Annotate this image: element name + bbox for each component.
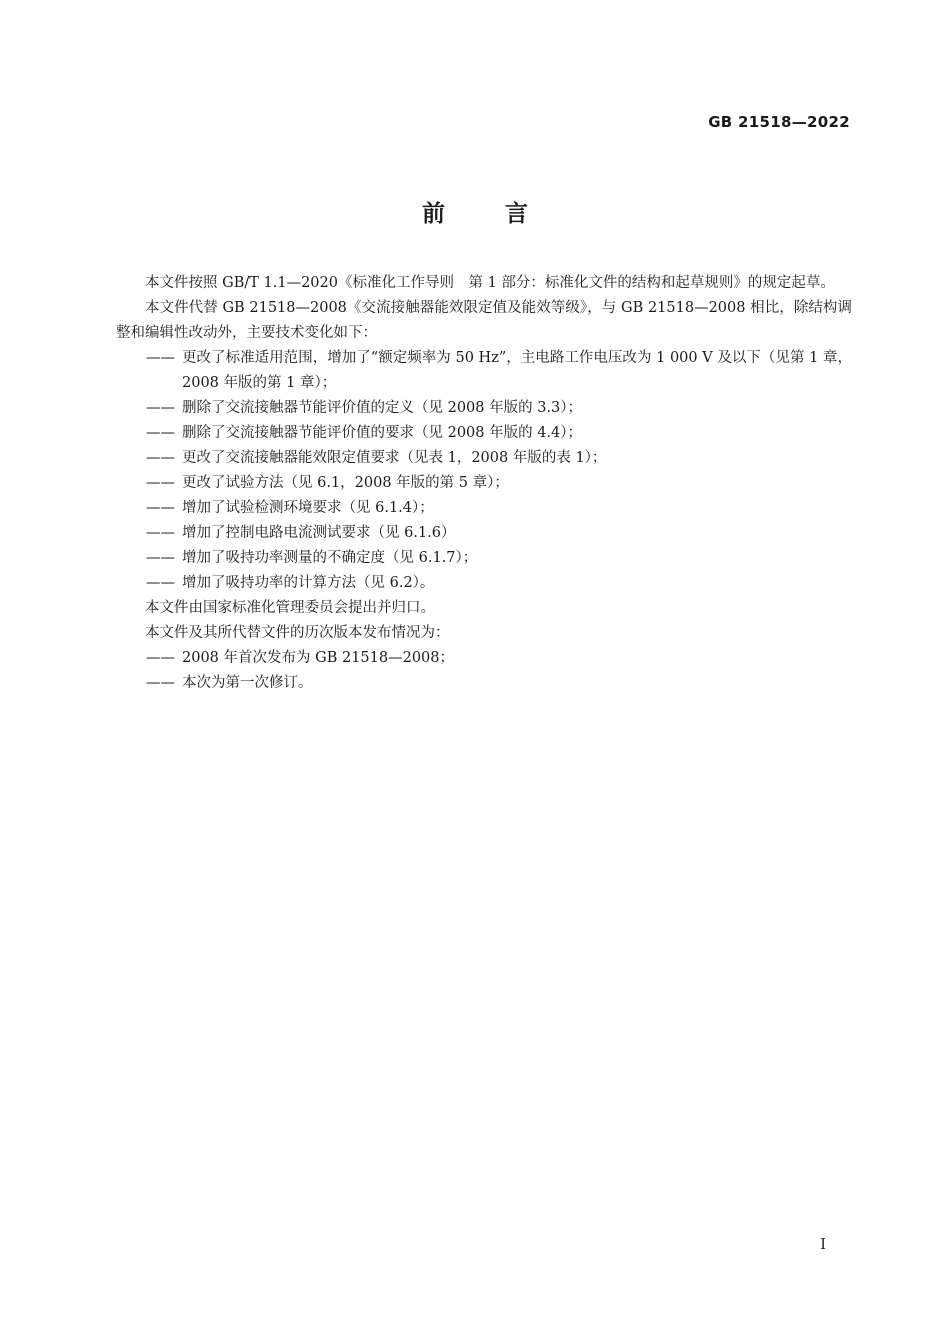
document-body: [116, 271, 852, 696]
list-item-text: 增加了吸持功率的计算方法（见 6.2）。: [182, 575, 435, 591]
dash-marker: ——: [146, 675, 175, 691]
history-list: [116, 646, 852, 696]
list-item: [116, 496, 852, 521]
dash-marker: ——: [146, 475, 175, 491]
list-item-text: 增加了吸持功率测量的不确定度（见 6.1.7）；: [182, 550, 478, 566]
changes-list: [116, 346, 852, 596]
dash-marker: ——: [146, 425, 175, 441]
list-item: [116, 396, 852, 421]
list-item-text: 更改了试验方法（见 6.1，2008 年版的第 5 章）；: [182, 475, 509, 491]
list-item: [116, 346, 852, 396]
dash-marker: ——: [146, 350, 175, 366]
list-item-text: 删除了交流接触器节能评价值的要求（见 2008 年版的 4.4）；: [182, 425, 583, 441]
dash-marker: ——: [146, 500, 175, 516]
list-item: [116, 471, 852, 496]
list-item: [116, 546, 852, 571]
dash-marker: ——: [146, 525, 175, 541]
list-item-text: 更改了交流接触器能效限定值要求（见表 1，2008 年版的表 1）；: [182, 450, 607, 466]
list-item: [116, 671, 852, 696]
dash-marker: ——: [146, 650, 175, 666]
paragraph-history-intro: 本文件及其所代替文件的历次版本发布情况为：: [145, 625, 450, 641]
list-item-text: 删除了交流接触器节能评价值的定义（见 2008 年版的 3.3）；: [182, 400, 583, 416]
list-item-text: 增加了控制电路电流测试要求（见 6.1.6）: [182, 525, 456, 541]
list-item-text: 更改了标准适用范围，增加了“额定频率为 50 Hz”，主电路工作电压改为 1 000 V 及以下（见第 1 章，2008 年版的第 1 章）；: [182, 350, 852, 391]
paragraph-replacement: 本文件代替 GB 21518—2008《交流接触器能效限定值及能效等级》，与 GB 21518—2008 相比，除结构调整和编辑性改动外，主要技术变化如下：: [116, 300, 852, 341]
page-title: 前言: [422, 201, 588, 227]
list-item-text: 2008 年首次发布为 GB 21518—2008；: [182, 650, 454, 666]
page-number: I: [820, 1237, 826, 1253]
paragraph-drafting-basis: 本文件按照 GB/T 1.1—2020《标准化工作导则 第 1 部分：标准化文件的结构和起草规则》的规定起草。: [145, 275, 835, 291]
list-item: [116, 521, 852, 546]
list-item-text: 本次为第一次修订。: [182, 675, 313, 691]
list-item: [116, 571, 852, 596]
dash-marker: ——: [146, 400, 175, 416]
paragraph-proposer: 本文件由国家标准化管理委员会提出并归口。: [145, 600, 435, 616]
dash-marker: ——: [146, 550, 175, 566]
list-item: [116, 421, 852, 446]
standard-code: GB 21518—2022: [708, 113, 850, 131]
list-item-text: 增加了试验检测环境要求（见 6.1.4）；: [182, 500, 434, 516]
dash-marker: ——: [146, 575, 175, 591]
dash-marker: ——: [146, 450, 175, 466]
list-item: [116, 646, 852, 671]
list-item: [116, 446, 852, 471]
